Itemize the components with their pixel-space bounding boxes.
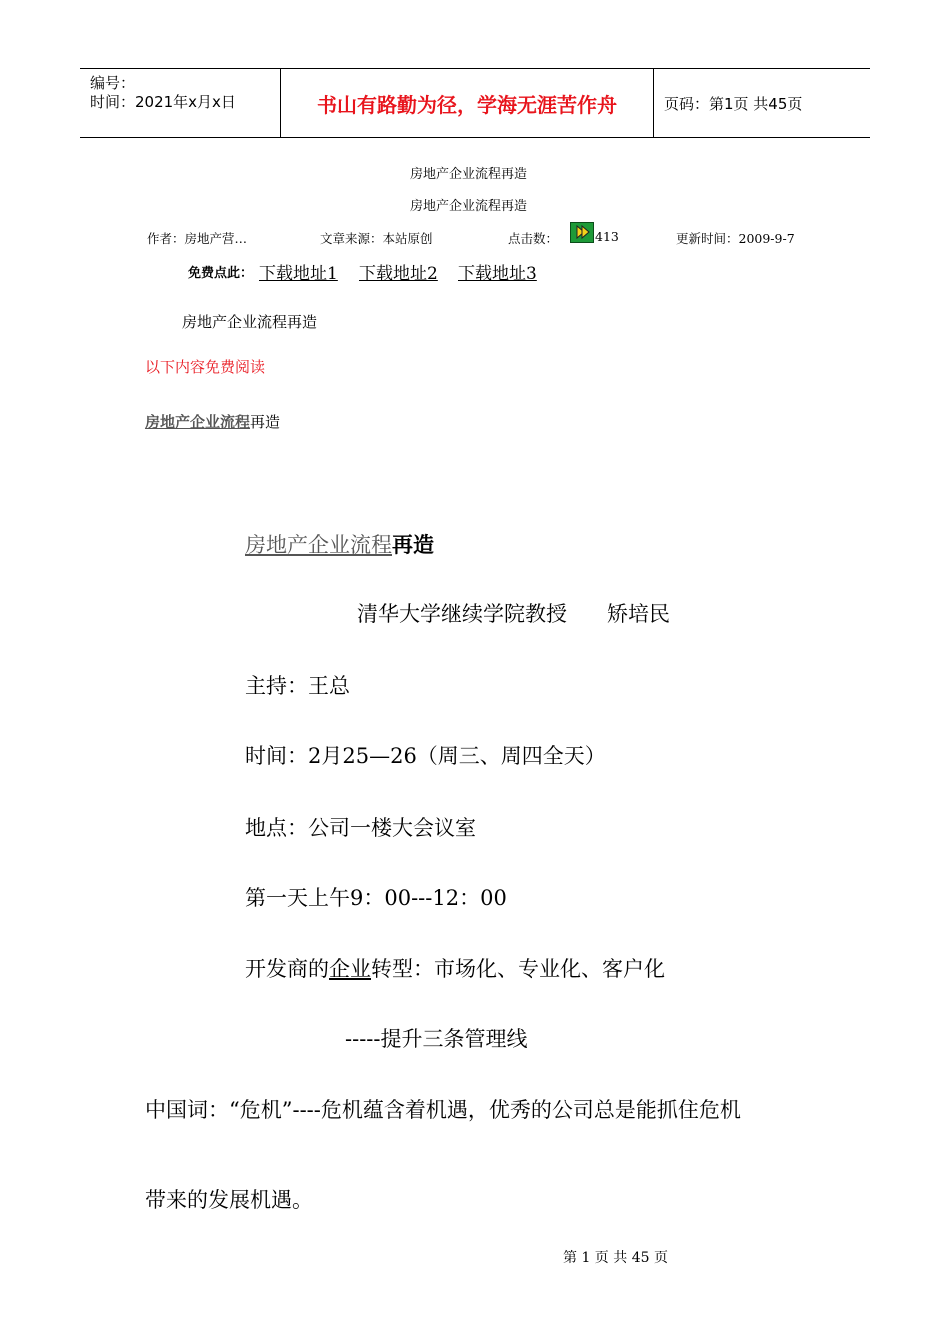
download-link-1[interactable]: 下载地址1 (259, 264, 338, 284)
meta-source: 文章来源：本站原创 (320, 231, 433, 246)
topic-before: 开发商的 (245, 957, 329, 981)
place-line: 地点：公司一楼大会议室 (245, 816, 476, 840)
article-title-2: 房地产企业流程再造 (410, 199, 528, 214)
paragraph-line-2: 带来的发展机遇。 (145, 1188, 313, 1212)
content-heading (245, 529, 434, 559)
footer-page-number: 第 1 页 共 45 页 (563, 1250, 668, 1266)
header-motto: 书山有路勤为径，学海无涯苦作舟 (281, 69, 654, 137)
time-line: 时间：2月25—26（周三、周四全天） (245, 744, 606, 768)
content-heading-link[interactable]: 房地产企业流程 (245, 533, 392, 557)
session-line: 第一天上午9：00---12：00 (245, 886, 507, 910)
meta-clicks-label: 点击数： (508, 231, 559, 246)
download-link-3[interactable]: 下载地址3 (458, 264, 537, 284)
header-info-cell (80, 69, 281, 137)
topic-line (245, 953, 665, 983)
article-title-1: 房地产企业流程再造 (410, 167, 528, 182)
host-line: 主持：王总 (245, 674, 350, 698)
meta-author: 作者：房地产营… (147, 231, 248, 246)
linked-title-rest: 再造 (250, 413, 281, 431)
free-read-notice: 以下内容免费阅读 (145, 358, 266, 376)
meta-updated: 更新时间：2009-9-7 (676, 231, 795, 246)
code-label: 编号： (90, 74, 136, 92)
time-label: 时间：2021年x月x日 (90, 93, 236, 111)
content-heading-rest: 再造 (392, 532, 434, 557)
topic-link[interactable]: 企业 (329, 957, 371, 981)
meta-clicks-value: 413 (595, 229, 619, 244)
header-page-info: 页码：第1页 共45页 (664, 94, 803, 113)
lecturer-line: 清华大学继续学院教授 矫培民 (357, 602, 671, 626)
download-label: 免费点此： (188, 266, 254, 281)
linked-title (145, 411, 280, 432)
article-subtitle: 房地产企业流程再造 (182, 313, 318, 331)
linked-title-link[interactable]: 房地产企业流程 (145, 413, 251, 431)
paragraph-line-1: 中国词：“危机”----危机蕴含着机遇，优秀的公司总是能抓住危机 (145, 1098, 741, 1122)
click-count-icon (570, 222, 594, 243)
topic-after: 转型：市场化、专业化、客户化 (371, 957, 665, 981)
document-header (80, 68, 870, 138)
download-link-2[interactable]: 下载地址2 (359, 264, 438, 284)
topic-sub-line: -----提升三条管理线 (345, 1027, 528, 1051)
